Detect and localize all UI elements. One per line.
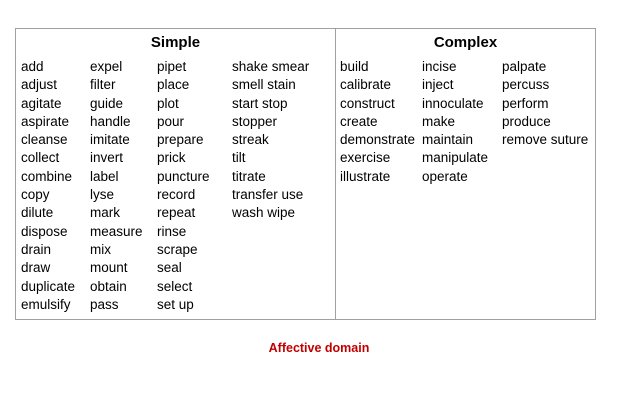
simple-panel [16,29,336,319]
verb-item: mix [90,241,111,257]
verb-item: transfer use [232,187,304,203]
verb-item: record [157,187,196,203]
verb-item: maintain [422,132,474,148]
verb-item: build [340,59,369,74]
verb-item: innoculate [422,95,484,111]
verb-item: emulsify [21,296,71,312]
verb-item: titrate [232,168,266,184]
verb-item: stopper [232,113,278,129]
verb-item: collect [21,150,60,166]
verb-item: scrape [157,241,198,257]
verb-item: cleanse [21,132,68,148]
verb-item: exercise [340,150,391,166]
verb-item: filter [90,77,116,93]
verb-item: percuss [502,77,550,93]
verb-item: prick [157,150,186,166]
verb-item: pipet [157,59,187,74]
verb-item: make [422,113,456,129]
verb-item: repeat [157,205,196,221]
simple-column-1 [21,58,75,314]
verb-item: set up [157,296,194,312]
verb-item: pass [90,296,119,312]
verb-item: add [21,59,44,74]
verb-item: dilute [21,205,54,221]
verb-item: illustrate [340,168,391,184]
verb-item: operate [422,168,468,184]
verb-item: combine [21,168,73,184]
verb-item: incise [422,59,457,74]
verb-item: agitate [21,95,62,111]
verb-item: plot [157,95,179,111]
verb-item: drain [21,241,52,257]
verb-item: guide [90,95,124,111]
verb-item: measure [90,223,143,239]
verb-item: lyse [90,187,115,203]
verb-item: remove suture [502,132,589,148]
complex-column-2 [422,58,488,186]
complex-header: Complex [433,34,498,51]
verb-item: obtain [90,278,127,294]
verb-item: mount [90,260,128,276]
verb-item: palpate [502,59,547,74]
verb-item: puncture [157,168,210,184]
verb-item: expel [90,59,123,74]
verb-item: copy [21,187,50,203]
verb-item: duplicate [21,278,76,294]
caption-affective-domain: Affective domain [268,341,370,355]
verb-item: wash wipe [232,205,296,221]
verb-item: adjust [21,77,58,93]
verb-item: seal [157,260,182,276]
verb-item: place [157,77,190,93]
verb-item: draw [21,260,51,276]
verb-item: inject [422,77,454,93]
verb-item: tilt [232,150,246,166]
verb-item: mark [90,205,120,221]
verb-item: handle [90,113,131,129]
verb-item: manipulate [422,150,489,166]
verb-item: create [340,113,378,129]
verb-item: rinse [157,223,187,239]
verb-item: start stop [232,95,288,111]
verb-item: produce [502,113,551,129]
simple-column-3 [157,58,210,314]
verb-item: perform [502,95,549,111]
verb-item: smell stain [232,77,296,93]
verb-item: shake smear [232,59,310,74]
verb-item: invert [90,150,124,166]
verb-item: construct [340,95,395,111]
verb-item: calibrate [340,77,392,93]
simple-column-4 [232,58,309,223]
complex-column-1 [340,58,415,186]
verb-item: imitate [90,132,130,148]
verb-item: streak [232,132,269,148]
simple-column-2 [90,58,143,314]
verb-item: demonstrate [340,132,416,148]
complex-panel [336,29,595,319]
verb-item: pour [157,113,185,129]
complex-column-3 [502,58,588,149]
simple-header: Simple [150,34,201,51]
verb-item: aspirate [21,113,70,129]
verb-item: prepare [157,132,204,148]
verb-table [15,28,596,320]
verb-item: dispose [21,223,68,239]
verb-item: select [157,278,193,294]
verb-item: label [90,168,119,184]
